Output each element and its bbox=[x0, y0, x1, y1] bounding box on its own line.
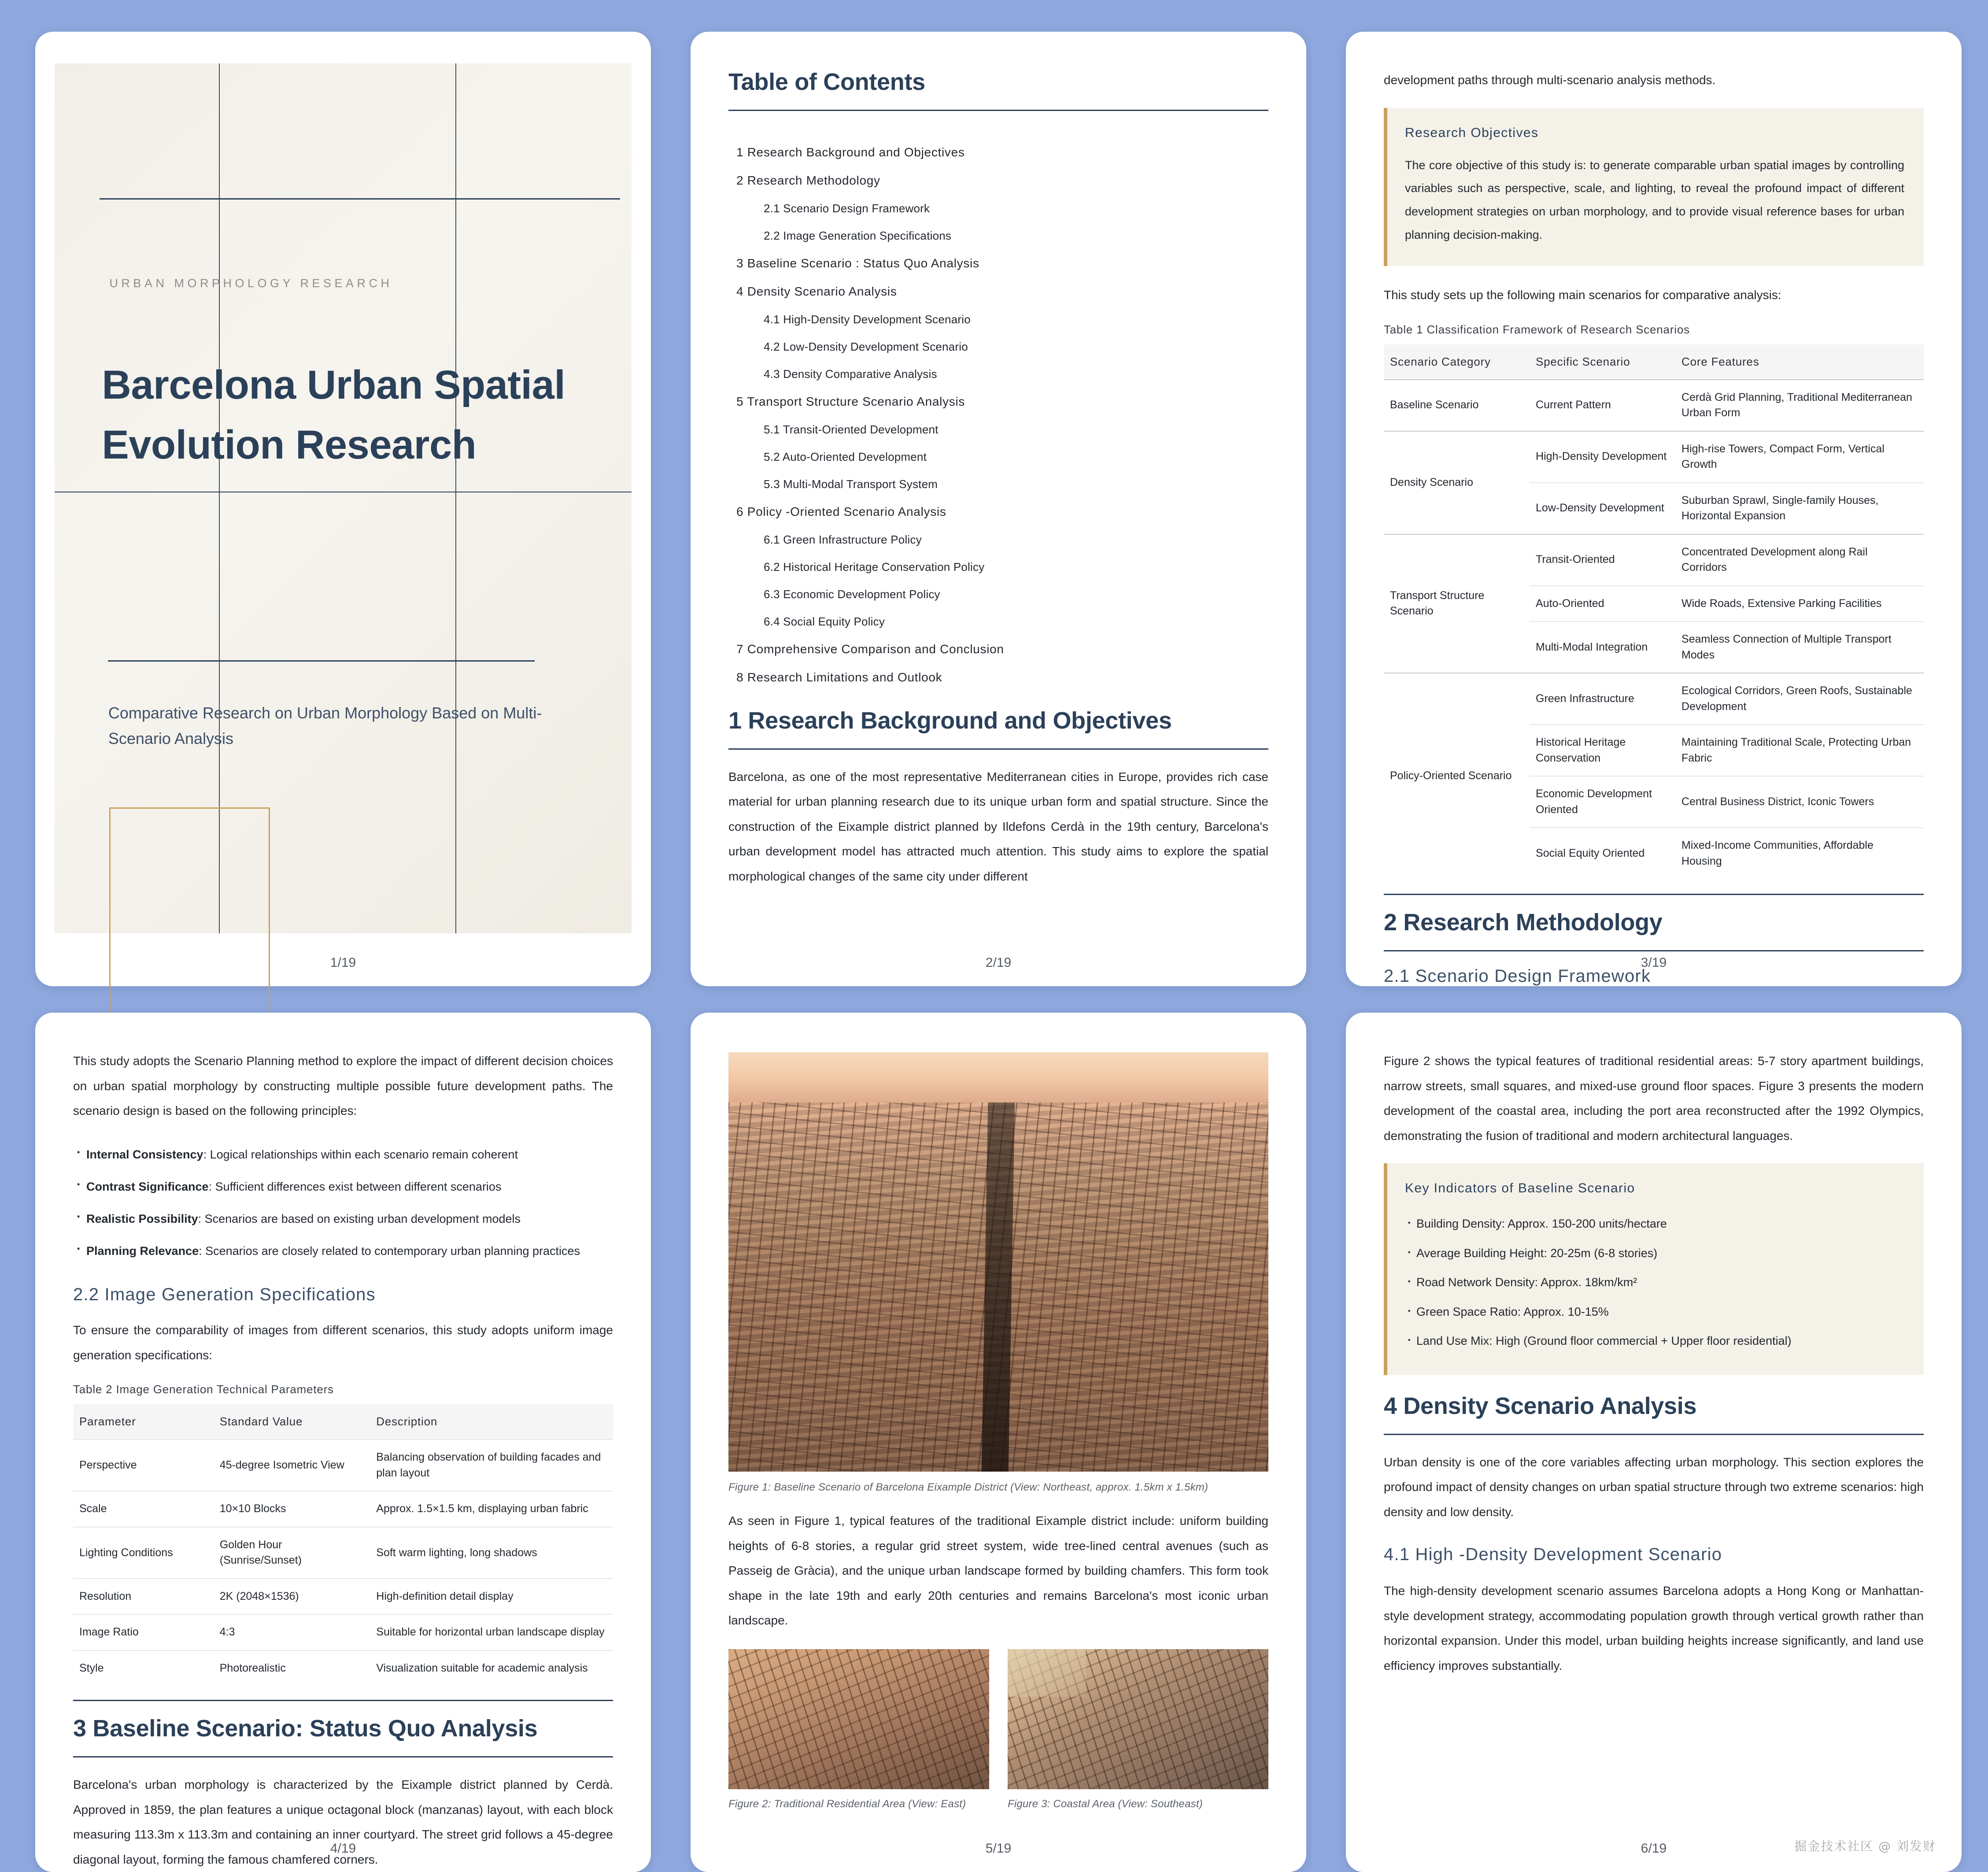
section-3-heading: 3 Baseline Scenario: Status Quo Analysis bbox=[73, 1715, 538, 1742]
table-row bbox=[1384, 534, 1924, 586]
cover-title-rule bbox=[108, 660, 535, 662]
toc-item-8[interactable]: 4.2 Low-Density Development Scenario bbox=[764, 340, 968, 353]
figure-2-caption: Figure 2: Traditional Residential Area (View: East) bbox=[728, 1798, 966, 1810]
cell-parameter: Scale bbox=[73, 1491, 214, 1527]
cell-features: Mixed-Income Communities, Affordable Housing bbox=[1675, 828, 1924, 879]
cell-category: Baseline Scenario bbox=[1384, 380, 1530, 431]
cover-kicker: URBAN MORPHOLOGY RESEARCH bbox=[109, 276, 393, 290]
cell-category: Transport Structure Scenario bbox=[1384, 534, 1530, 673]
watermark: 掘金技术社区 @ 刘发财 bbox=[1794, 1839, 1936, 1854]
table-row bbox=[73, 1491, 613, 1527]
toc-item-17[interactable]: 6.3 Economic Development Policy bbox=[764, 587, 940, 601]
key-indicators-list bbox=[1405, 1209, 1904, 1356]
table-image-generation-parameters bbox=[73, 1404, 613, 1686]
toc-item-19[interactable]: 7 Comprehensive Comparison and Conclusion bbox=[736, 642, 1004, 656]
figure-1-image-barcelona-aerial bbox=[728, 1052, 1268, 1472]
table-row bbox=[1384, 673, 1924, 725]
document-page-6[interactable] bbox=[1346, 1013, 1962, 1872]
research-objectives-callout bbox=[1384, 108, 1924, 266]
document-page-4[interactable] bbox=[35, 1013, 651, 1872]
cover-vertical-line-left bbox=[219, 63, 220, 933]
cell-category: Policy-Oriented Scenario bbox=[1384, 673, 1530, 879]
cell-value: Photorealistic bbox=[214, 1650, 370, 1686]
cell-scenario: Green Infrastructure bbox=[1530, 673, 1675, 725]
cover-vertical-line-right bbox=[455, 63, 456, 933]
key-indicator-item: . Building Density: Approx. 150-200 units/hectare bbox=[1405, 1209, 1904, 1239]
figure-2-image-traditional-residential bbox=[728, 1649, 989, 1789]
section-2-2-heading: 2.2 Image Generation Specifications bbox=[73, 1285, 376, 1305]
cell-features: Cerdà Grid Planning, Traditional Mediterranean Urban Form bbox=[1675, 380, 1924, 431]
section-3-rule bbox=[73, 1756, 613, 1757]
cell-scenario: Social Equity Oriented bbox=[1530, 828, 1675, 879]
table-row bbox=[73, 1579, 613, 1615]
cell-description: Approx. 1.5×1.5 km, displaying urban fabric bbox=[370, 1491, 613, 1527]
principle-term: Realistic Possibility bbox=[86, 1212, 198, 1225]
section-3-paragraph: Barcelona's urban morphology is characterized by the Eixample district planned by Cerdà. Approved in 1859, the plan features a unique octagonal block (manzanas) layout, with each block measuring 113.3m x 113.3m and containing an inner courtyard. The street grid follows a 45-degree diagonal layout, forming the famous chamfered corners. bbox=[73, 1778, 613, 1866]
toc-item-2[interactable]: 2 Research Methodology bbox=[736, 173, 880, 187]
cell-features: High-rise Towers, Compact Form, Vertical Growth bbox=[1675, 431, 1924, 483]
callout-body: The core objective of this study is: to generate comparable urban spatial images by controlling variables such as perspective, scale, and lighting, to reveal the profound impact of different development strategies on urban morphology, and to provide visual reference bases for urban planning decision-making. bbox=[1405, 158, 1904, 242]
document-page-5[interactable] bbox=[691, 1013, 1306, 1872]
cell-description: Visualization suitable for academic analysis bbox=[370, 1650, 613, 1686]
cover-title: Barcelona Urban Spatial Evolution Research bbox=[102, 362, 565, 467]
section-1-heading: 1 Research Background and Objectives bbox=[728, 707, 1172, 734]
cell-scenario: Current Pattern bbox=[1530, 380, 1675, 431]
table-row bbox=[1384, 431, 1924, 483]
principles-list bbox=[73, 1139, 613, 1268]
table-2-caption: Table 2 Image Generation Technical Parameters bbox=[73, 1383, 334, 1396]
key-indicator-item: . Average Building Height: 20-25m (6-8 stories) bbox=[1405, 1239, 1904, 1268]
figure-3-block bbox=[1008, 1649, 1268, 1810]
section-4-paragraph: Urban density is one of the core variables affecting urban morphology. This section explores the profound impact of density changes on urban spatial structure through two extreme scenarios: high density and low density. bbox=[1384, 1455, 1924, 1519]
cell-scenario: Auto-Oriented bbox=[1530, 586, 1675, 622]
table-row bbox=[1384, 380, 1924, 431]
table-scenario-classification bbox=[1384, 344, 1924, 879]
table-row bbox=[73, 1439, 613, 1491]
callout-title: Research Objectives bbox=[1405, 125, 1539, 140]
table-row bbox=[73, 1527, 613, 1579]
principle-item bbox=[73, 1171, 613, 1203]
figure-3-image-coastal-area bbox=[1008, 1649, 1268, 1789]
page4-lead-in: To ensure the comparability of images from different scenarios, this study adopts uniform image generation specifications: bbox=[73, 1323, 613, 1362]
cell-parameter: Style bbox=[73, 1650, 214, 1686]
section-2-rule bbox=[1384, 950, 1924, 951]
toc-item-10[interactable]: 5 Transport Structure Scenario Analysis bbox=[736, 394, 965, 408]
section-3-rule-top bbox=[73, 1700, 613, 1701]
table-1-caption: Table 1 Classification Framework of Research Scenarios bbox=[1384, 322, 1690, 336]
principle-desc: : Scenarios are based on existing urban development models bbox=[198, 1212, 521, 1225]
cover-artboard bbox=[55, 63, 632, 933]
page5-paragraph: As seen in Figure 1, typical features of the traditional Eixample district include: uniform building heights of 6-8 stories, a regular grid street system, wide tree-lined central avenues (such as Passeig de Gràcia), and the unique urban landscape formed by building chamfers. This form took shape in the late 19th and early 20th centuries and remains Barcelona's most iconic urban landscape. bbox=[728, 1514, 1268, 1628]
cell-value: 10×10 Blocks bbox=[214, 1491, 370, 1527]
section-1-rule bbox=[728, 748, 1268, 750]
section-4-1-heading: 4.1 High -Density Development Scenario bbox=[1384, 1545, 1722, 1565]
toc-heading: Table of Contents bbox=[728, 69, 925, 95]
principle-item bbox=[73, 1203, 613, 1235]
col-header-scenario-category: Scenario Category bbox=[1384, 344, 1530, 380]
toc-item-15[interactable]: 6.1 Green Infrastructure Policy bbox=[764, 533, 922, 546]
section-4-rule bbox=[1384, 1434, 1924, 1435]
toc-item-6[interactable]: 4 Density Scenario Analysis bbox=[736, 284, 897, 298]
principle-item bbox=[73, 1235, 613, 1267]
figure-1-caption: Figure 1: Baseline Scenario of Barcelona Eixample District (View: Northeast, approx. 1.5km x 1.5km) bbox=[728, 1481, 1208, 1494]
principle-term: Contrast Significance bbox=[86, 1180, 209, 1193]
toc-heading-rule bbox=[728, 110, 1268, 111]
document-page-1[interactable] bbox=[35, 32, 651, 986]
cell-scenario: Economic Development Oriented bbox=[1530, 776, 1675, 828]
principle-term: Internal Consistency bbox=[86, 1147, 203, 1161]
page-number: 2/19 bbox=[985, 955, 1012, 970]
col-header-description: Description bbox=[370, 1404, 613, 1439]
cell-description: High-definition detail display bbox=[370, 1579, 613, 1615]
page3-lead-in: This study sets up the following main scenarios for comparative analysis: bbox=[1384, 288, 1781, 302]
col-header-core-features: Core Features bbox=[1675, 344, 1924, 380]
cell-description: Suitable for horizontal urban landscape display bbox=[370, 1614, 613, 1650]
toc-item-18[interactable]: 6.4 Social Equity Policy bbox=[764, 614, 885, 628]
toc-item-14[interactable]: 6 Policy -Oriented Scenario Analysis bbox=[736, 504, 946, 518]
col-header-value: Standard Value bbox=[214, 1404, 370, 1439]
page-number: 6/19 bbox=[1641, 1841, 1667, 1856]
toc-item-3[interactable]: 2.1 Scenario Design Framework bbox=[764, 201, 930, 215]
principle-item bbox=[73, 1139, 613, 1171]
cell-parameter: Lighting Conditions bbox=[73, 1527, 214, 1579]
toc-list bbox=[728, 138, 1268, 692]
toc-item-4[interactable]: 2.2 Image Generation Specifications bbox=[764, 229, 952, 242]
table-header-row bbox=[73, 1404, 613, 1439]
principle-desc: : Scenarios are closely related to contemporary urban planning practices bbox=[199, 1244, 580, 1258]
principle-term: Planning Relevance bbox=[86, 1244, 199, 1258]
table-header-row bbox=[1384, 344, 1924, 380]
figure-3-caption: Figure 3: Coastal Area (View: Southeast) bbox=[1008, 1798, 1203, 1810]
cell-parameter: Perspective bbox=[73, 1439, 214, 1491]
cell-scenario: Transit-Oriented bbox=[1530, 534, 1675, 586]
page4-intro-paragraph: This study adopts the Scenario Planning method to explore the impact of different decision choices on urban spatial morphology by constructing multiple possible future development paths. The scenario design is based on the following principles: bbox=[73, 1054, 613, 1118]
cell-features: Wide Roads, Extensive Parking Facilities bbox=[1675, 586, 1924, 622]
principle-desc: : Sufficient differences exist between different scenarios bbox=[208, 1180, 502, 1193]
toc-item-12[interactable]: 5.2 Auto-Oriented Development bbox=[764, 450, 927, 463]
cell-description: Balancing observation of building facades and plan layout bbox=[370, 1439, 613, 1491]
cell-scenario: Historical Heritage Conservation bbox=[1530, 725, 1675, 776]
key-indicator-item: . Green Space Ratio: Approx. 10-15% bbox=[1405, 1297, 1904, 1327]
cell-features: Maintaining Traditional Scale, Protecting Urban Fabric bbox=[1675, 725, 1924, 776]
document-page-2[interactable] bbox=[691, 32, 1306, 986]
cell-scenario: Multi-Modal Integration bbox=[1530, 622, 1675, 673]
callout-title: Key Indicators of Baseline Scenario bbox=[1405, 1181, 1635, 1196]
cell-scenario: Low-Density Development bbox=[1530, 483, 1675, 534]
cover-horizontal-line-top bbox=[100, 198, 620, 200]
figure-2-block bbox=[728, 1649, 989, 1810]
page3-continuation-paragraph: development paths through multi-scenario analysis methods. bbox=[1384, 73, 1716, 87]
page6-paragraph: Figure 2 shows the typical features of traditional residential areas: 5-7 story apartment buildings, narrow streets, small squares, and mixed-use ground floor spaces. Figure 3 presents the modern development of the coastal area, including the port area reconstructed after the 1992 Olympics, demonstrating the fusion of traditional and modern architectural languages. bbox=[1384, 1054, 1924, 1143]
cell-value: 2K (2048×1536) bbox=[214, 1579, 370, 1615]
toc-item-1[interactable]: 1 Research Background and Objectives bbox=[736, 145, 965, 159]
section-2-heading: 2 Research Methodology bbox=[1384, 909, 1663, 936]
cell-value: 4:3 bbox=[214, 1614, 370, 1650]
cell-features: Ecological Corridors, Green Roofs, Sustainable Development bbox=[1675, 673, 1924, 725]
key-indicator-item: . Land Use Mix: High (Ground floor commercial + Upper floor residential) bbox=[1405, 1326, 1904, 1356]
table-row bbox=[73, 1650, 613, 1686]
section-1-paragraph: Barcelona, as one of the most representative Mediterranean cities in Europe, provides rich case material for urban planning research due to its unique urban form and spatial structure. Since the construction of the Eixample district planned by Ildefons Cerdà in the 19th century, Barcelona's urban development model has attracted much attention. This study aims to explore the spatial morphological changes of the same city under different bbox=[728, 770, 1268, 883]
key-indicator-item: . Road Network Density: Approx. 18km/km² bbox=[1405, 1268, 1904, 1297]
page-number: 4/19 bbox=[330, 1841, 356, 1856]
page-number: 5/19 bbox=[985, 1841, 1012, 1856]
section-4-heading: 4 Density Scenario Analysis bbox=[1384, 1392, 1697, 1419]
cell-value: Golden Hour (Sunrise/Sunset) bbox=[214, 1527, 370, 1579]
cell-category: Density Scenario bbox=[1384, 431, 1530, 534]
section-2-rule-top bbox=[1384, 894, 1924, 895]
toc-item-11[interactable]: 5.1 Transit-Oriented Development bbox=[764, 422, 939, 436]
cell-value: 45-degree Isometric View bbox=[214, 1439, 370, 1491]
section-2-1-heading: 2.1 Scenario Design Framework bbox=[1384, 966, 1651, 986]
key-indicators-callout bbox=[1384, 1163, 1924, 1375]
toc-item-13[interactable]: 5.3 Multi-Modal Transport System bbox=[764, 477, 938, 491]
cell-parameter: Image Ratio bbox=[73, 1614, 214, 1650]
toc-item-5[interactable]: 3 Baseline Scenario : Status Quo Analysis bbox=[736, 256, 979, 270]
cell-description: Soft warm lighting, long shadows bbox=[370, 1527, 613, 1579]
table-row bbox=[73, 1614, 613, 1650]
principle-desc: : Logical relationships within each scenario remain coherent bbox=[203, 1147, 518, 1161]
page-number: 3/19 bbox=[1641, 955, 1667, 970]
cell-scenario: High-Density Development bbox=[1530, 431, 1675, 483]
col-header-specific-scenario: Specific Scenario bbox=[1530, 344, 1675, 380]
cell-features: Concentrated Development along Rail Corridors bbox=[1675, 534, 1924, 586]
toc-item-7[interactable]: 4.1 High-Density Development Scenario bbox=[764, 312, 971, 326]
cell-features: Suburban Sprawl, Single-family Houses, Horizontal Expansion bbox=[1675, 483, 1924, 534]
figure-row bbox=[728, 1649, 1268, 1810]
document-page-3[interactable] bbox=[1346, 32, 1962, 986]
section-4-1-paragraph: The high-density development scenario assumes Barcelona adopts a Hong Kong or Manhattan-style development strategy, accommodating population growth through vertical growth rather than horizontal expansion. Under this model, urban building heights increase significantly, and land use efficiency improves substantially. bbox=[1384, 1584, 1924, 1672]
cell-features: Seamless Connection of Multiple Transport Modes bbox=[1675, 622, 1924, 673]
cell-features: Central Business District, Iconic Towers bbox=[1675, 776, 1924, 828]
toc-item-20[interactable]: 8 Research Limitations and Outlook bbox=[736, 670, 942, 684]
toc-item-9[interactable]: 4.3 Density Comparative Analysis bbox=[764, 367, 937, 381]
page-number: 1/19 bbox=[330, 955, 356, 970]
cover-subtitle: Comparative Research on Urban Morphology Based on Multi-Scenario Analysis bbox=[108, 703, 542, 748]
cell-parameter: Resolution bbox=[73, 1579, 214, 1615]
toc-item-16[interactable]: 6.2 Historical Heritage Conservation Policy bbox=[764, 560, 985, 573]
col-header-parameter: Parameter bbox=[73, 1404, 214, 1439]
